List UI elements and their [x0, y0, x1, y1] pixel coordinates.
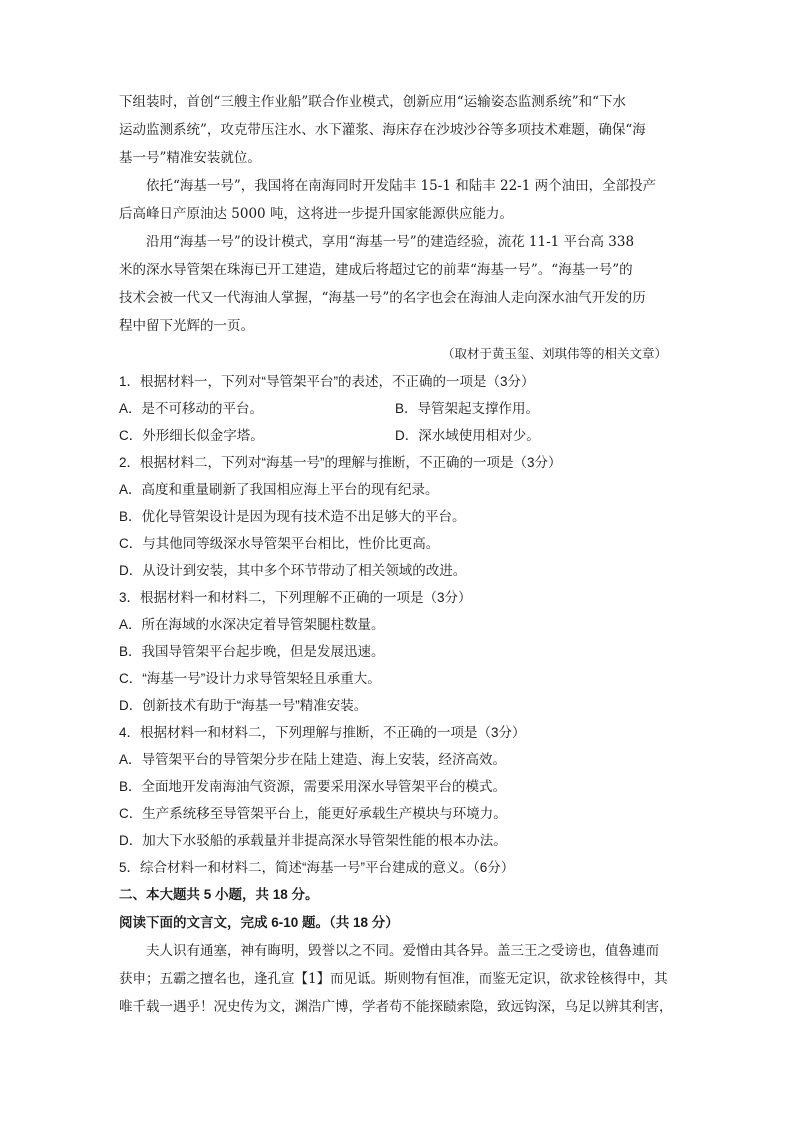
classical-passage	[119, 937, 679, 1021]
source-citation: （取材于黄玉玺、刘琪伟等的相关文章）	[441, 346, 667, 361]
option-d: D．深水域使用相对少。	[395, 428, 540, 443]
option-b: B．全面地开发南海油气资源，需要采用深水导管架平台的模式。	[119, 779, 507, 794]
option-c: C．外形细长似金字塔。	[119, 428, 264, 443]
question-4	[119, 719, 679, 854]
option-c: C．与其他同等级深水导管架平台相比，性价比更高。	[119, 536, 440, 551]
section-heading: 二、本大题共 5 小题，共 18 分。	[119, 887, 319, 902]
text-line: 米的深水导管架在珠海已开工建造，建成后将超过它的前辈“海基一号”。“海基一号”的	[119, 262, 633, 278]
text-line: 后高峰日产原油达 5000 吨，这将进一步提升国家能源供应能力。	[119, 206, 513, 222]
text-line: 依托“海基一号”，我国将在南海同时开发陆丰 15-1 和陆丰 22-1 两个油田，全部投产	[146, 178, 657, 194]
question-stem: 4．根据材料一和材料二，下列理解与推断，不正确的一项是（3分）	[119, 725, 526, 740]
option-row	[119, 395, 679, 422]
option-c: C．“海基一号”设计力求导管架轻且承重大。	[119, 671, 381, 686]
option-a: A．是不可移动的平台。	[119, 401, 264, 416]
option-a: A．高度和重量刷新了我国相应海上平台的现有纪录。	[119, 482, 439, 497]
option-b: B．导管架起支撑作用。	[395, 401, 540, 416]
question-2	[119, 449, 679, 584]
option-d: D．从设计到安装，其中多个环节带动了相关领域的改进。	[119, 563, 467, 578]
page-content	[119, 88, 679, 1021]
text-line: 技术会被一代又一代海油人掌握，“海基一号”的名字也会在海油人走向深水油气开发的历	[119, 290, 646, 306]
option-a: A．所在海域的水深决定着导管架腿柱数量。	[119, 617, 385, 632]
passage-paragraph-3	[119, 228, 679, 340]
option-d: D．加大下水驳船的承载量并非提高深水导管架性能的根本办法。	[119, 833, 507, 848]
text-line: 沿用“海基一号”的设计模式，享用“海基一号”的建造经验，流花 11-1 平台高 338	[146, 234, 635, 250]
text-line: 下组装时，首创“三艘主作业船”联合作业模式，创新应用“运输姿态监测系统”和“下水	[119, 94, 627, 110]
option-d: D．创新技术有助于“海基一号”精准安装。	[119, 698, 368, 713]
passage-paragraph-1	[119, 88, 679, 172]
option-a: A．导管架平台的导管架分步在陆上建造、海上安装，经济高效。	[119, 752, 507, 767]
question-stem: 3．根据材料一和材料二，下列理解不正确的一项是（3分）	[119, 590, 472, 605]
option-b: B．优化导管架设计是因为现有技术造不出足够大的平台。	[119, 509, 466, 524]
text-line: 夫人识有通塞，神有晦明，毁誉以之不同。爱憎由其各异。盖三王之受谤也，值魯連而	[146, 943, 659, 959]
question-5	[119, 854, 679, 881]
text-line: 程中留下光辉的一页。	[119, 318, 254, 334]
question-stem: 5．综合材料一和材料二，简述“海基一号”平台建成的意义。（6分）	[119, 860, 515, 875]
question-stem: 2．根据材料二，下列对“海基一号”的理解与推断，不正确的一项是（3分）	[119, 455, 562, 470]
question-3	[119, 584, 679, 719]
section-instruction: 阅读下面的文言文，完成 6-10 题。（共 18 分）	[119, 915, 399, 930]
text-line: 基一号”精准安装就位。	[119, 150, 261, 166]
text-line: 获申；五霸之擅名也，逢孔宣【1】而见诋。斯则物有恒准，而鉴无定识，欲求铨核得中，其	[119, 971, 668, 987]
passage-paragraph-2	[119, 172, 679, 228]
option-c: C．生产系统移至导管架平台上，能更好承载生产模块与环境力。	[119, 806, 507, 821]
option-b: B．我国导管架平台起步晚，但是发展迅速。	[119, 644, 385, 659]
option-row	[119, 422, 679, 449]
text-line: 运动监测系统”，攻克带压注水、水下灌浆、海床存在沙坡沙谷等多项技术难题，确保“海	[119, 122, 646, 138]
question-stem: 1．根据材料一，下列对“导管架平台”的表述，不正确的一项是（3分）	[119, 374, 535, 389]
question-1	[119, 368, 679, 449]
text-line: 唯千载一遇乎！况史传为文，渊浩广博，学者苟不能探赜索隐，致远钩深，乌足以辨其利害，	[119, 999, 673, 1015]
